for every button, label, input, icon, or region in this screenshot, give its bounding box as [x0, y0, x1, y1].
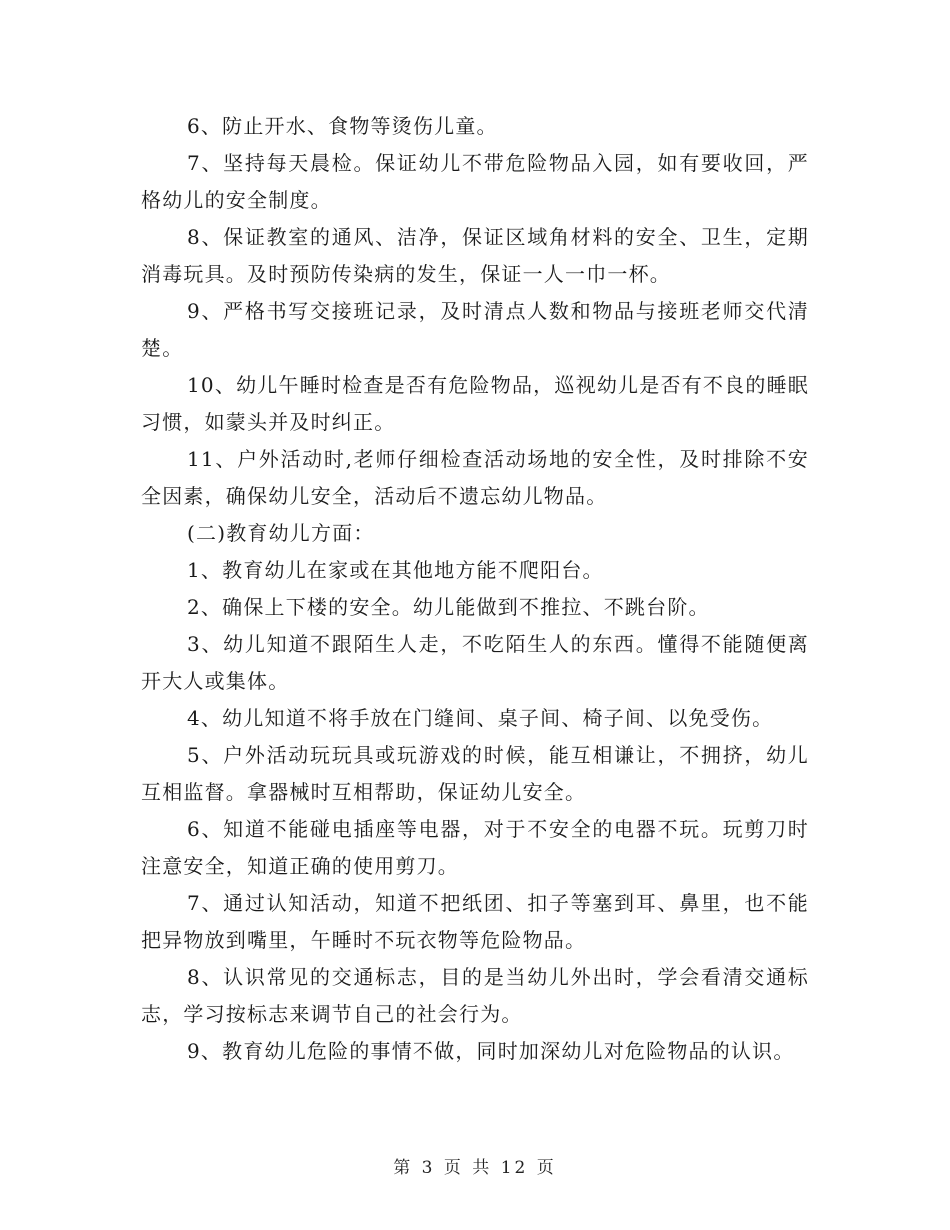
paragraph: 10、幼儿午睡时检查是否有危险物品，巡视幼儿是否有不良的睡眠习惯，如蒙头并及时纠正。	[141, 373, 809, 434]
paragraph: 4、幼儿知道不将手放在门缝间、桌子间、椅子间、以免受伤。	[187, 706, 774, 730]
paragraph: 1、教育幼儿在家或在其他地方能不爬阳台。	[187, 558, 604, 582]
page-number-footer: 第 3 页 共 12 页	[393, 1158, 557, 1178]
paragraph: 9、教育幼儿危险的事情不做，同时加深幼儿对危险物品的认识。	[187, 1039, 795, 1063]
paragraph: 6、防止开水、食物等烫伤儿童。	[187, 114, 498, 138]
paragraph: 8、认识常见的交通标志，目的是当幼儿外出时，学会看清交通标志，学习按标志来调节自己的社会行为。	[141, 965, 809, 1026]
paragraph: 5、户外活动玩玩具或玩游戏的时候，能互相谦让，不拥挤，幼儿互相监督。拿器械时互相帮助，保证幼儿安全。	[141, 743, 809, 804]
paragraph: 11、户外活动时,老师仔细检查活动场地的安全性，及时排除不安全因素，确保幼儿安全，活动后不遗忘幼儿物品。	[141, 447, 809, 508]
section-heading: (二)教育幼儿方面：	[187, 521, 375, 545]
document-body	[141, 108, 809, 1070]
paragraph: 6、知道不能碰电插座等电器，对于不安全的电器不玩。玩剪刀时注意安全，知道正确的使用剪刀。	[141, 817, 809, 878]
paragraph: 7、通过认知活动，知道不把纸团、扣子等塞到耳、鼻里，也不能把异物放到嘴里，午睡时不玩衣物等危险物品。	[141, 891, 809, 952]
paragraph: 3、幼儿知道不跟陌生人走，不吃陌生人的东西。懂得不能随便离开大人或集体。	[141, 632, 809, 693]
paragraph: 2、确保上下楼的安全。幼儿能做到不推拉、不跳台阶。	[187, 595, 710, 619]
paragraph: 8、保证教室的通风、洁净，保证区域角材料的安全、卫生，定期消毒玩具。及时预防传染病的发生，保证一人一巾一杯。	[141, 225, 809, 286]
paragraph: 9、严格书写交接班记录，及时清点人数和物品与接班老师交代清楚。	[141, 299, 809, 360]
paragraph: 7、坚持每天晨检。保证幼儿不带危险物品入园，如有要收回，严格幼儿的安全制度。	[141, 151, 809, 212]
